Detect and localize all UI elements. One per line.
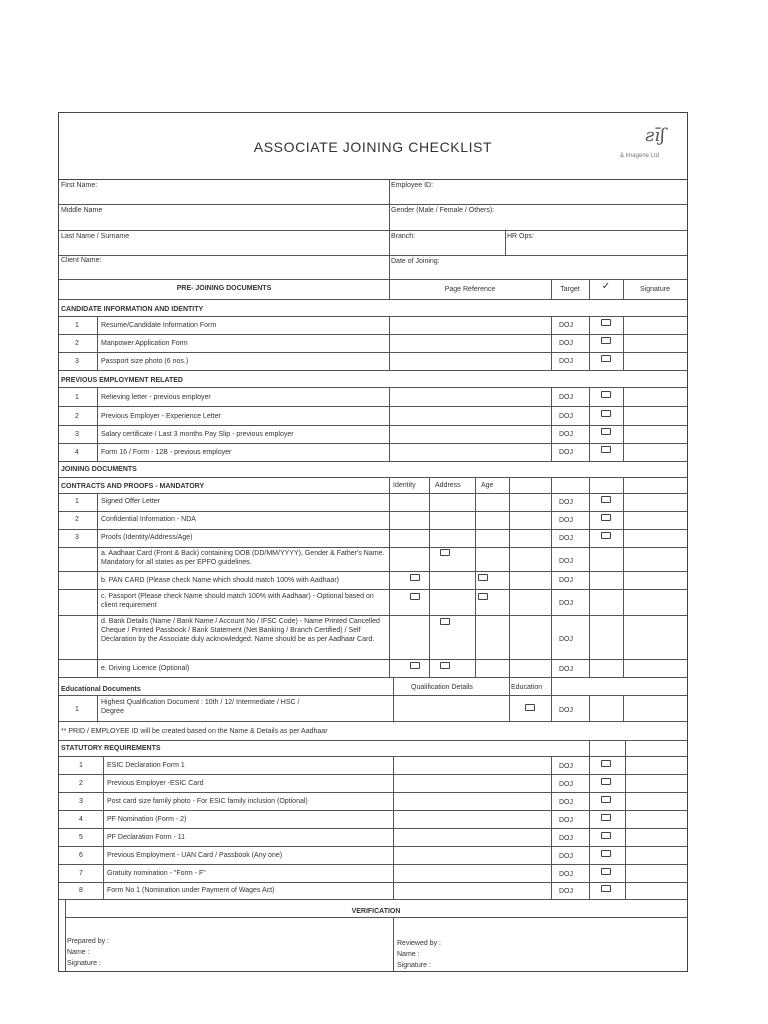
item-number: 5 — [79, 834, 83, 841]
checkbox[interactable] — [601, 832, 611, 839]
item-label: Manpower Application Form — [101, 340, 188, 347]
education-column-header: Education — [511, 684, 543, 691]
item-target: DOJ — [559, 499, 573, 506]
item-target: DOJ — [559, 517, 573, 524]
checkbox[interactable] — [601, 778, 611, 785]
item-label: Passport size photo (6 nos.) — [101, 358, 189, 365]
item-number: 2 — [75, 516, 79, 523]
item-label: b. PAN CARD (Please check Name which should match 100% with Aadhaar) — [101, 577, 339, 584]
branch-field: Branch: — [391, 233, 416, 240]
candidate-section-title: CANDIDATE INFORMATION AND IDENTITY — [61, 306, 204, 313]
qualification-details-header: Qualification Details — [411, 684, 473, 691]
address-checkbox[interactable] — [440, 618, 450, 625]
item-label: a. Aadhaar Card (Front & Back) containing DOB (DD/MM/YYYY), Gender & Father's Name. Mandatory for all states as per EPFO guidelines. — [101, 550, 385, 566]
reviewed-by-label: Reviewed by : — [397, 940, 441, 947]
identity-column-header: Identity — [393, 482, 416, 489]
item-number: 2 — [75, 340, 79, 347]
item-label: d. Bank Details (Name / Bank Name / Account No / IFSC Code) - Name Printed Cancelled Cheque / Printed Passbook / Bank Statement (Net Banking / Branch Certified) / Self Declaration by the Associate duly acknowledged. Name should be as per Aadhaar Card. — [101, 618, 380, 643]
company-logo-subtext: & Imagene Ltd — [619, 153, 659, 159]
item-target: DOJ — [559, 781, 573, 788]
item-label: PF Declaration Form - 11 — [107, 834, 186, 841]
date-of-joining-field: Date of Joining: — [391, 258, 440, 265]
checkbox[interactable] — [601, 319, 611, 326]
company-logo: ƨīʃ — [645, 125, 665, 146]
checkbox[interactable] — [601, 391, 611, 398]
item-target: DOJ — [559, 763, 573, 770]
checkbox[interactable] — [601, 760, 611, 767]
item-number: 1 — [79, 762, 83, 769]
item-target: DOJ — [559, 558, 573, 565]
item-target: DOJ — [559, 817, 573, 824]
identity-checkbox[interactable] — [410, 662, 420, 669]
item-label: Previous Employer - Experience Letter — [101, 413, 221, 420]
item-number: 4 — [79, 816, 83, 823]
item-number: 6 — [79, 852, 83, 859]
item-label: Relieving letter - previous employer — [101, 394, 211, 401]
reviewed-name-label: Name : — [397, 951, 420, 958]
checkbox[interactable] — [601, 410, 611, 417]
item-label: Confidential Information - NDA — [101, 516, 196, 523]
checkbox[interactable] — [601, 885, 611, 892]
item-label: Previous Employer -ESIC Card — [107, 780, 204, 787]
address-checkbox[interactable] — [440, 662, 450, 669]
item-number: 8 — [79, 887, 83, 894]
item-number: 4 — [75, 449, 79, 456]
checkbox[interactable] — [601, 868, 611, 875]
middle-name-field: Middle Name — [61, 207, 103, 214]
item-number: 7 — [79, 870, 83, 877]
item-number: 1 — [75, 706, 79, 713]
reviewed-signature-label: Signature : — [397, 962, 431, 969]
checkbox[interactable] — [601, 814, 611, 821]
employee-id-note: ** PRID / EMPLOYEE ID will be created based on the Name & Details as per Aadhaar — [61, 728, 328, 735]
item-label: Proofs (Identity/Address/Age) — [101, 534, 193, 541]
educational-documents-title: Educational Documents — [61, 686, 141, 693]
item-target: DOJ — [559, 707, 573, 714]
signature-header: Signature — [640, 286, 670, 293]
contracts-proofs-title: CONTRACTS AND PROOFS - MANDATORY — [61, 483, 205, 490]
item-label: Previous Employment - UAN Card / Passbook (Any one) — [107, 852, 283, 859]
checkbox[interactable] — [601, 796, 611, 803]
gender-field: Gender (Male / Female / Others): — [391, 207, 495, 214]
client-name-field: Client Name: — [61, 257, 102, 264]
prepared-by-label: Prepared by : — [67, 938, 110, 945]
age-column-header: Age — [481, 482, 494, 489]
age-checkbox[interactable] — [478, 574, 488, 581]
checkbox[interactable] — [601, 337, 611, 344]
item-label: Post card size family photo - For ESIC family inclusion (Optional) — [107, 798, 308, 805]
item-label: ESIC Declaration Form 1 — [107, 762, 185, 769]
item-target: DOJ — [559, 636, 573, 643]
pre-joining-header: PRE- JOINING DOCUMENTS — [176, 285, 272, 292]
item-target: DOJ — [559, 853, 573, 860]
item-number: 3 — [75, 358, 79, 365]
item-target: DOJ — [559, 600, 573, 607]
item-number: 2 — [75, 413, 79, 420]
verification-title: VERIFICATION — [351, 908, 401, 915]
target-header: Target — [560, 286, 580, 293]
joining-checklist-form — [58, 112, 688, 972]
checkbox[interactable] — [601, 496, 611, 503]
item-label: Form No 1 (Nomination under Payment of Wages Act) — [107, 887, 275, 894]
item-number: 3 — [75, 534, 79, 541]
page-reference-header: Page Reference — [444, 286, 496, 293]
item-label: Salary certificate / Last 3 months Pay Slip - previous employer — [101, 431, 294, 438]
statutory-requirements-title: STATUTORY REQUIREMENTS — [61, 745, 161, 752]
item-target: DOJ — [559, 577, 573, 584]
education-checkbox[interactable] — [525, 704, 535, 711]
item-target: DOJ — [559, 394, 573, 401]
address-checkbox[interactable] — [440, 549, 450, 556]
checkbox[interactable] — [601, 446, 611, 453]
item-number: 1 — [75, 394, 79, 401]
checkbox[interactable] — [601, 532, 611, 539]
item-target: DOJ — [559, 340, 573, 347]
item-target: DOJ — [559, 666, 573, 673]
item-label: Resume/Candidate Information Form — [101, 322, 217, 329]
prepared-name-label: Name : — [67, 949, 90, 956]
item-target: DOJ — [559, 322, 573, 329]
item-label: PF Nomination (Form - 2) — [107, 816, 187, 823]
checkbox[interactable] — [601, 428, 611, 435]
item-target: DOJ — [559, 835, 573, 842]
identity-checkbox[interactable] — [410, 593, 420, 600]
item-target: DOJ — [559, 431, 573, 438]
item-label: Highest Qualification Document : 10th / 12/ Intermediate / HSC / Degree — [101, 699, 300, 715]
item-label: Gratuity nomination - "Form - F" — [107, 870, 206, 877]
item-number: 1 — [75, 322, 79, 329]
item-target: DOJ — [559, 535, 573, 542]
item-target: DOJ — [559, 871, 573, 878]
check-mark-icon: ✓ — [601, 281, 611, 292]
item-number: 3 — [75, 431, 79, 438]
item-number: 1 — [75, 498, 79, 505]
item-target: DOJ — [559, 799, 573, 806]
item-target: DOJ — [559, 413, 573, 420]
prepared-signature-label: Signature : — [67, 960, 101, 967]
item-target: DOJ — [559, 888, 573, 895]
identity-checkbox[interactable] — [410, 574, 420, 581]
title-row — [59, 113, 687, 180]
item-label: Signed Offer Letter — [101, 498, 161, 505]
item-target: DOJ — [559, 449, 573, 456]
item-target: DOJ — [559, 358, 573, 365]
item-number: 3 — [79, 798, 83, 805]
item-number: 2 — [79, 780, 83, 787]
item-label: c. Passport (Please check Name should match 100% with Aadhaar) - Optional based on client requirement — [101, 593, 374, 609]
hr-ops-field: HR Ops: — [507, 233, 534, 240]
item-label: Form 16 / Form - 12B - previous employer — [101, 449, 232, 456]
checkbox[interactable] — [601, 850, 611, 857]
checkbox[interactable] — [601, 355, 611, 362]
item-label: e. Driving Licence (Optional) — [101, 665, 190, 672]
page-title: ASSOCIATE JOINING CHECKLIST — [253, 139, 493, 155]
checkbox[interactable] — [601, 514, 611, 521]
previous-employment-title: PREVIOUS EMPLOYMENT RELATED — [61, 377, 183, 384]
address-column-header: Address — [435, 482, 461, 489]
joining-documents-title: JOINING DOCUMENTS — [61, 466, 137, 473]
first-name-field: First Name: — [61, 182, 98, 189]
age-checkbox[interactable] — [478, 593, 488, 600]
last-name-field: Last Name / Surname — [61, 233, 130, 240]
employee-id-field: Employee ID: — [391, 182, 434, 189]
